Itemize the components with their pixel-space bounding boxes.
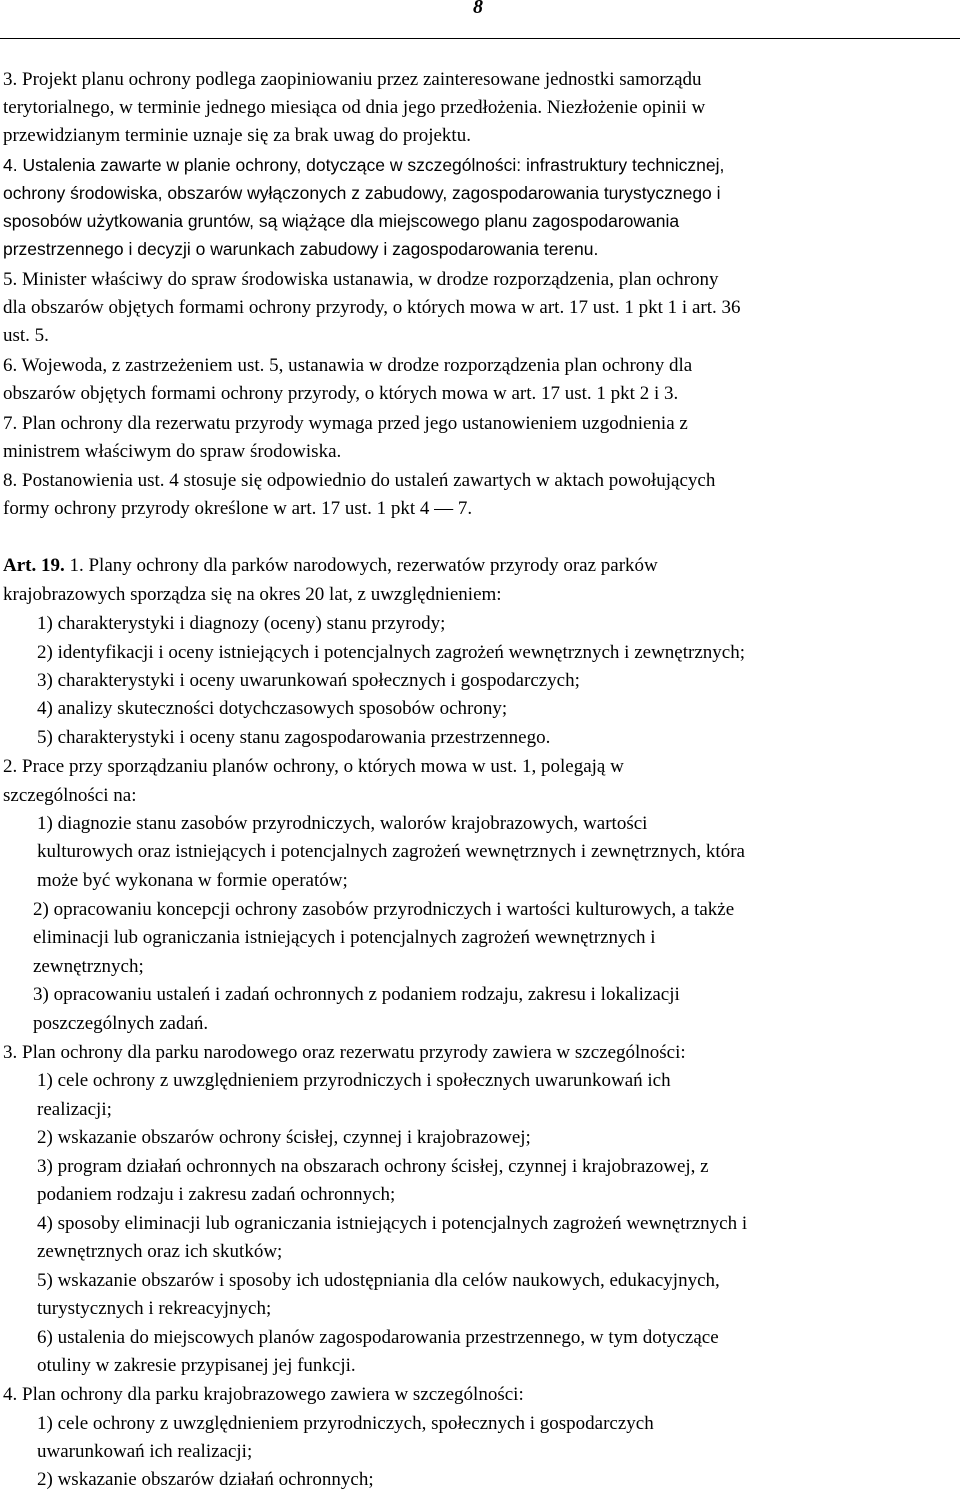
article-text: 1. Plany ochrony dla parków narodowych, rezerwatów przyrody oraz parków xyxy=(64,555,658,576)
text-line: sposobów użytkowania gruntów, są wiążące dla miejscowego planu zagospodarowania xyxy=(3,211,680,231)
article-label: Art. 19. xyxy=(3,555,65,576)
article-heading-line xyxy=(3,552,658,580)
list-item: 2) wskazanie obszarów ochrony ścisłej, czynnej i krajobrazowej; xyxy=(37,1127,531,1148)
list-item: 4) sposoby eliminacji lub ograniczania istniejących i potencjalnych zagrożeń wewnętrznych i xyxy=(37,1213,748,1234)
list-item: 5) charakterystyki i oceny stanu zagospodarowania przestrzennego. xyxy=(37,727,551,748)
list-item: uwarunkowań ich realizacji; xyxy=(37,1441,253,1462)
text-line: dla obszarów objętych formami ochrony przyrody, o których mowa w art. 17 ust. 1 pkt 1 i art. 36 xyxy=(3,297,741,318)
list-item: 4) analizy skuteczności dotychczasowych sposobów ochrony; xyxy=(37,698,508,719)
list-item: otuliny w zakresie przypisanej jej funkcji. xyxy=(37,1355,356,1376)
text-line: 6. Wojewoda, z zastrzeżeniem ust. 5, ustanawia w drodze rozporządzenia plan ochrony dla xyxy=(3,355,693,376)
text-line: 4. Ustalenia zawarte w planie ochrony, dotyczące w szczególności: infrastruktury technicznej, xyxy=(3,155,725,175)
text-line: 7. Plan ochrony dla rezerwatu przyrody wymaga przed jego ustanowieniem uzgodnienia z xyxy=(3,413,688,434)
list-item: 1) cele ochrony z uwzględnieniem przyrodniczych i społecznych uwarunkowań ich xyxy=(37,1070,671,1091)
list-item: turystycznych i rekreacyjnych; xyxy=(37,1298,272,1319)
list-item: poszczególnych zadań. xyxy=(33,1013,209,1034)
list-item: 6) ustalenia do miejscowych planów zagospodarowania przestrzennego, w tym dotyczące xyxy=(37,1327,719,1348)
text-line: 4. Plan ochrony dla parku krajobrazowego zawiera w szczególności: xyxy=(3,1384,524,1405)
text-line: 2. Prace przy sporządzaniu planów ochrony, o których mowa w ust. 1, polegają w xyxy=(3,756,624,777)
list-item: kulturowych oraz istniejących i potencjalnych zagrożeń wewnętrznych i zewnętrznych, która xyxy=(37,841,745,862)
text-line: 8. Postanowienia ust. 4 stosuje się odpowiednio do ustaleń zawartych w aktach powołujących xyxy=(3,470,716,491)
text-line: formy ochrony przyrody określone w art. 17 ust. 1 pkt 4 — 7. xyxy=(3,498,473,519)
text-line: przewidzianym terminie uznaje się za brak uwag do projektu. xyxy=(3,125,471,146)
list-item: eliminacji lub ograniczania istniejących i potencjalnych zagrożeń wewnętrznych i xyxy=(33,927,656,948)
text-line: ministrem właściwym do spraw środowiska. xyxy=(3,441,342,462)
text-line: obszarów objętych formami ochrony przyrody, o których mowa w art. 17 ust. 1 pkt 2 i 3. xyxy=(3,383,679,404)
list-item: 1) charakterystyki i diagnozy (oceny) stanu przyrody; xyxy=(37,613,446,634)
list-item: 2) opracowaniu koncepcji ochrony zasobów przyrodniczych i wartości kulturowych, a także xyxy=(33,899,735,920)
list-item: zewnętrznych oraz ich skutków; xyxy=(37,1241,283,1262)
header-rule xyxy=(0,38,960,39)
text-line: szczególności na: xyxy=(3,785,137,806)
text-line: terytorialnego, w terminie jednego miesiąca od dnia jego przedłożenia. Niezłożenie opinii w xyxy=(3,97,706,118)
text-line: 5. Minister właściwy do spraw środowiska ustanawia, w drodze rozporządzenia, plan ochrony xyxy=(3,269,719,290)
list-item: zewnętrznych; xyxy=(33,956,144,977)
list-item: 1) diagnozie stanu zasobów przyrodniczych, walorów krajobrazowych, wartości xyxy=(37,813,648,834)
list-item: realizacji; xyxy=(37,1099,112,1120)
text-line: 3. Projekt planu ochrony podlega zaopiniowaniu przez zainteresowane jednostki samorządu xyxy=(3,69,702,90)
list-item: podaniem rodzaju i zakresu zadań ochronnych; xyxy=(37,1184,396,1205)
page-number: 8 xyxy=(473,0,483,18)
text-line: 3. Plan ochrony dla parku narodowego oraz rezerwatu przyrody zawiera w szczególności: xyxy=(3,1042,686,1063)
list-item: 5) wskazanie obszarów i sposoby ich udostępniania dla celów naukowych, edukacyjnych, xyxy=(37,1270,720,1291)
text-line: ust. 5. xyxy=(3,325,49,346)
list-item: 2) wskazanie obszarów działań ochronnych; xyxy=(37,1469,374,1490)
list-item: 3) program działań ochronnych na obszarach ochrony ścisłej, czynnej i krajobrazowej, z xyxy=(37,1156,709,1177)
text-line: krajobrazowych sporządza się na okres 20 lat, z uwzględnieniem: xyxy=(3,584,502,605)
list-item: 3) charakterystyki i oceny uwarunkowań społecznych i gospodarczych; xyxy=(37,670,580,691)
list-item: 1) cele ochrony z uwzględnieniem przyrodniczych, społecznych i gospodarczych xyxy=(37,1413,654,1434)
list-item: 3) opracowaniu ustaleń i zadań ochronnych z podaniem rodzaju, zakresu i lokalizacji xyxy=(33,984,680,1005)
list-item: może być wykonana w formie operatów; xyxy=(37,870,348,891)
list-item: 2) identyfikacji i oceny istniejących i potencjalnych zagrożeń wewnętrznych i zewnętrznych; xyxy=(37,642,745,663)
text-line: ochrony środowiska, obszarów wyłączonych z zabudowy, zagospodarowania turystycznego i xyxy=(3,183,721,203)
text-line: przestrzennego i decyzji o warunkach zabudowy i zagospodarowania terenu. xyxy=(3,239,599,259)
